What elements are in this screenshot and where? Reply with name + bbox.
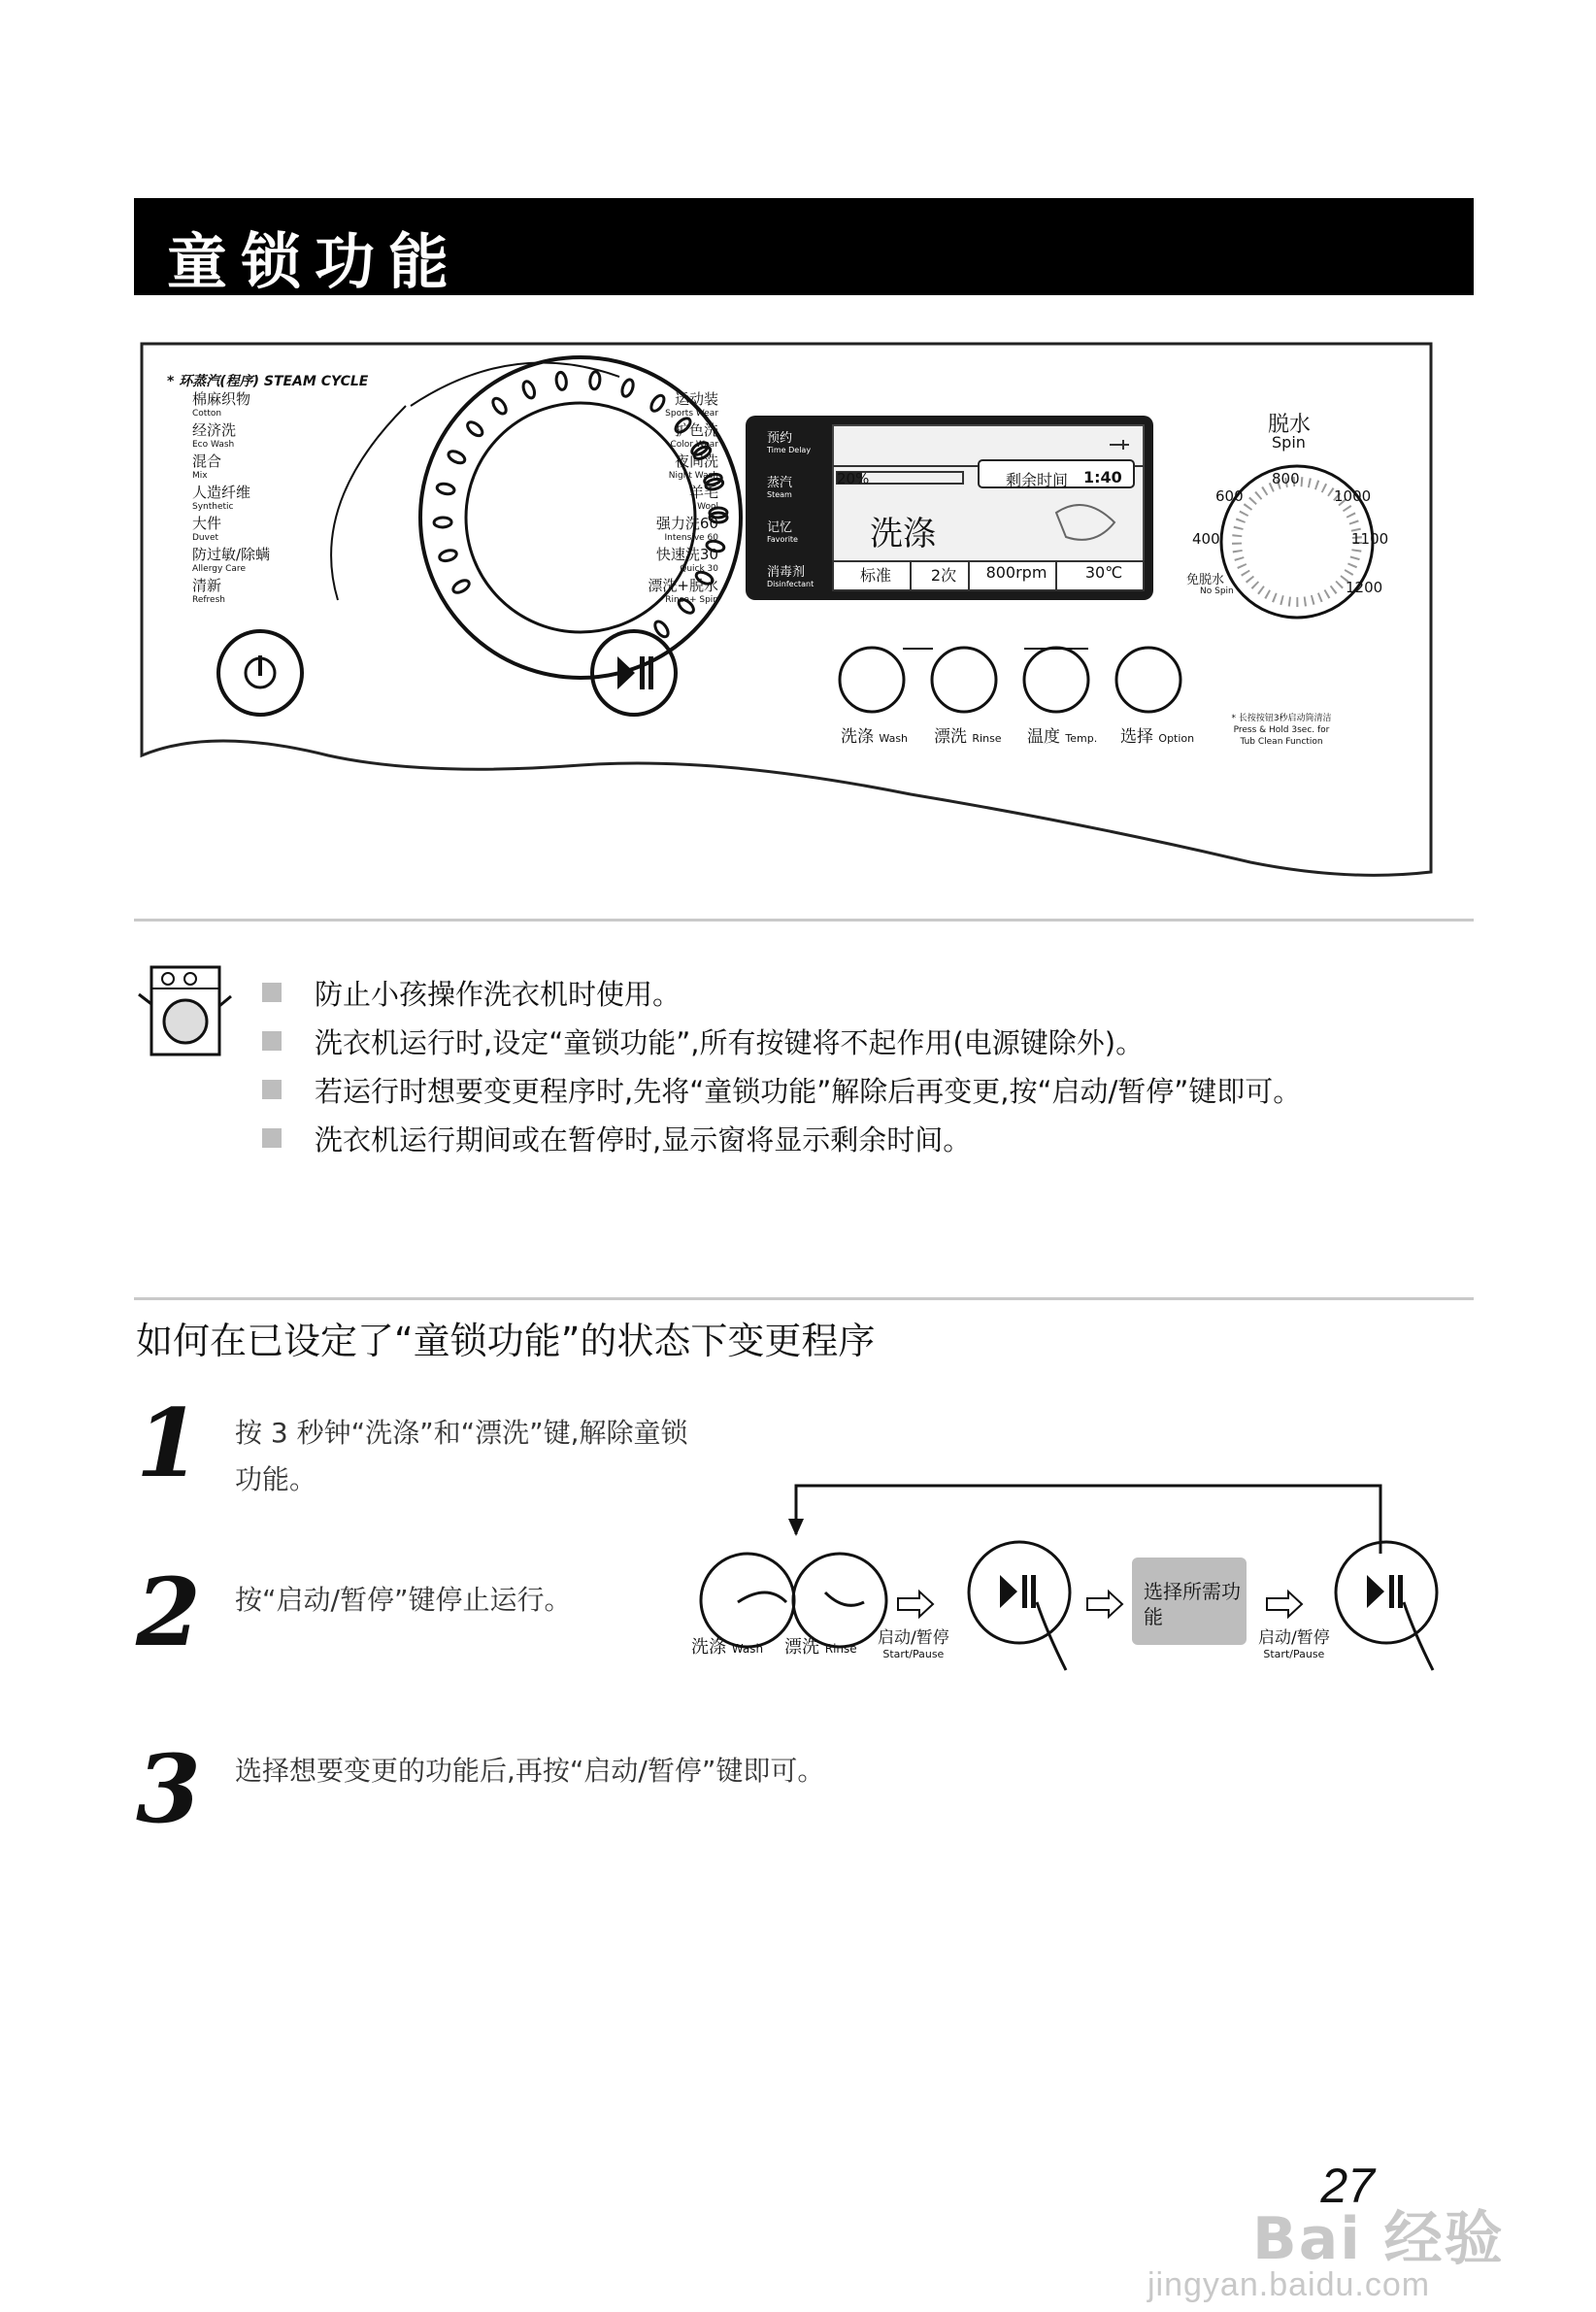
page-number: 27: [1320, 2159, 1375, 2213]
step-text: 按“启动/暂停”键停止运行。: [235, 1584, 572, 1616]
dial-mark: [555, 372, 567, 390]
bullet-marker: [262, 1031, 282, 1051]
wash-label: [691, 1633, 763, 1659]
display-cell: 标准: [859, 566, 891, 585]
side-button: [767, 472, 825, 517]
program-name-en: Night Wash: [668, 471, 718, 481]
bullet-text: 防止小孩操作洗衣机时使用。: [315, 977, 682, 1011]
option-label-cn: 漂洗: [934, 727, 973, 747]
title-bar: [134, 198, 1474, 295]
page-title: 童锁功能: [167, 226, 463, 297]
right-program-list: [621, 392, 718, 610]
start-pause-cn: 启动/暂停: [878, 1628, 949, 1648]
program-name-cn: 经济洗: [192, 421, 237, 439]
tub-note-line: Press & Hold 3sec. for: [1233, 725, 1330, 735]
dial-mark: [434, 518, 451, 528]
start-pause-label-1: [878, 1624, 949, 1660]
dial-mark: [589, 371, 601, 389]
option-label-cn: 温度: [1027, 727, 1066, 747]
option-label-en: Temp.: [1065, 732, 1098, 745]
program-name-cn: 夜间洗: [674, 452, 718, 470]
start-pause-en: Start/Pause: [1263, 1648, 1325, 1660]
program-name-cn: 清新: [192, 577, 222, 594]
program-item: [192, 454, 299, 486]
separator: [134, 1297, 1474, 1300]
spin-title-cn: 脱水: [1268, 413, 1312, 437]
program-name-en: Synthetic: [192, 502, 234, 512]
spin-speed-800: 800: [1272, 470, 1300, 487]
program-name-cn: 快速洗30: [655, 546, 718, 563]
rinse-label-cn: 漂洗: [784, 1637, 819, 1658]
spin-title-en: Spin: [1272, 433, 1306, 452]
program-item: [621, 579, 718, 610]
program-item: [621, 423, 718, 454]
program-name-en: Color Wear: [670, 440, 718, 450]
program-item: [192, 392, 299, 423]
program-name-cn: 漂洗+脱水: [648, 577, 718, 594]
dial-mark: [436, 483, 455, 496]
program-name-en: Allergy Care: [192, 564, 246, 574]
nospin-en: No Spin: [1200, 586, 1234, 596]
program-name-cn: 棉麻织物: [192, 390, 251, 408]
option-button-label: [841, 722, 934, 747]
watermark-url: jingyan.baidu.com: [1147, 2266, 1431, 2303]
washer-mascot-icon: [134, 955, 241, 1062]
program-name-cn: 羊毛: [688, 484, 718, 501]
program-name-cn: 防过敏/除螨: [192, 546, 271, 563]
start-pause-label-2: [1258, 1624, 1330, 1660]
spin-speed-1200: 1200: [1346, 579, 1383, 596]
bullet-item: [262, 971, 681, 1014]
bullet-text: 洗衣机运行时,设定“童锁功能”,所有按键将不起作用(电源键除外)。: [315, 1025, 1145, 1059]
display-cell: 2次: [930, 566, 957, 585]
program-item: [192, 486, 299, 517]
program-name-en: Mix: [192, 471, 208, 481]
watermark-logo: Bai 经验: [1252, 2205, 1505, 2273]
start-pause-en: Start/Pause: [882, 1648, 945, 1660]
left-program-list: [192, 392, 299, 610]
option-button-label: [1120, 722, 1214, 747]
side-button: [767, 427, 825, 472]
nospin-cn: 免脱水: [1186, 573, 1225, 587]
option-button-label: [1027, 722, 1120, 747]
dial-mark: [447, 449, 467, 465]
program-name-cn: 大件: [192, 515, 222, 532]
program-name-en: Rinse+ Spin: [665, 595, 718, 605]
program-item: [621, 454, 718, 486]
bullet-item: [262, 1117, 971, 1159]
dial-mark: [521, 380, 537, 399]
spin-speed-1100: 1100: [1351, 530, 1389, 548]
side-button-cn: 消毒剂: [767, 565, 806, 580]
program-name-cn: 强力洗60: [655, 515, 718, 532]
spin-speed-400: 400: [1192, 530, 1220, 548]
tub-clean-note: [1223, 713, 1340, 748]
option-button-label: [934, 722, 1027, 747]
step-text-line: 按 3 秒钟“洗涤”和“漂洗”键,解除童锁: [235, 1417, 688, 1449]
control-panel-illustration: [134, 338, 1435, 882]
side-button: [767, 517, 825, 561]
dial-mark: [490, 396, 509, 416]
side-button-list: [767, 427, 825, 606]
program-item: [621, 392, 718, 423]
program-item: [621, 517, 718, 548]
step-text-line: 功能。: [235, 1463, 317, 1495]
program-item: [621, 486, 718, 517]
side-button-cn: 记忆: [767, 520, 793, 535]
spin-speed-1000: 1000: [1334, 487, 1372, 505]
program-name-en: Quick 30: [680, 564, 718, 574]
program-name-cn: 人造纤维: [192, 484, 251, 501]
bullet-text: 若运行时想要变更程序时,先将“童锁功能”解除后再变更,按“启动/暂停”键即可。: [315, 1074, 1302, 1108]
section-title: 如何在已设定了“童锁功能”的状态下变更程序: [136, 1320, 876, 1362]
program-name-en: Refresh: [192, 595, 225, 605]
dial-mark: [465, 419, 484, 438]
program-item: [192, 548, 299, 579]
program-name-cn: 扩色洗: [674, 421, 718, 439]
program-item: [192, 579, 299, 610]
bullet-item: [262, 1068, 1301, 1111]
step-number: 1: [136, 1389, 201, 1498]
option-label-en: Wash: [879, 732, 909, 745]
display-mode: 洗涤: [870, 515, 936, 553]
program-name-en: Intensive 60: [664, 533, 718, 543]
program-name-cn: 运动装: [674, 390, 718, 408]
separator: [134, 919, 1474, 921]
side-button-en: Time Delay: [767, 446, 812, 454]
steam-cycle-label: * 环蒸汽(程序) STEAM CYCLE: [167, 374, 369, 389]
display-cell: 30℃: [1084, 563, 1123, 582]
remaining-time-value: 1:40: [1083, 468, 1122, 486]
wash-label-cn: 洗涤: [691, 1637, 726, 1658]
side-button-cn: 预约: [767, 431, 793, 446]
side-button: [767, 561, 825, 606]
program-item: [192, 517, 299, 548]
option-label-cn: 选择: [1120, 727, 1159, 747]
program-name-en: Sports Wear: [665, 409, 718, 419]
step-number: 3: [136, 1734, 201, 1844]
step-number: 2: [136, 1558, 201, 1667]
program-name-en: Duvet: [192, 533, 219, 543]
option-label-cn: 洗涤: [841, 727, 880, 747]
rinse-label-en: Rinse: [824, 1642, 857, 1656]
display-cell: 800rpm: [985, 563, 1047, 582]
step-text: 选择想要变更的功能后,再按“启动/暂停”键即可。: [235, 1755, 825, 1787]
program-name-cn: 混合: [192, 452, 222, 470]
start-pause-cn: 启动/暂停: [1258, 1628, 1330, 1648]
side-button-en: Steam: [767, 490, 792, 499]
remaining-time-label: 剩余时间: [1006, 471, 1069, 489]
tub-note-line: Tub Clean Function: [1240, 737, 1323, 747]
step-text: [235, 1410, 688, 1503]
program-name-en: Eco Wash: [192, 440, 235, 450]
wash-label-en: Wash: [731, 1642, 764, 1656]
program-item: [192, 423, 299, 454]
progress-percent: 20%: [837, 470, 870, 487]
side-button-en: Favorite: [767, 535, 798, 544]
tub-note-line: * 长按按钮3秒启动筒清洁: [1231, 714, 1332, 723]
option-label-en: Rinse: [972, 732, 1002, 745]
option-label-en: Option: [1158, 732, 1195, 745]
program-name-en: Wool: [697, 502, 718, 512]
program-item: [621, 548, 718, 579]
side-button-cn: 蒸汽: [767, 476, 793, 490]
spin-speed-600: 600: [1215, 487, 1244, 505]
side-button-en: Disinfectant: [767, 580, 815, 588]
select-function-box-text: 选择所需功能: [1144, 1580, 1241, 1628]
bullet-marker: [262, 1128, 282, 1148]
dial-mark: [438, 549, 457, 563]
program-name-en: Cotton: [192, 409, 222, 419]
bullet-marker: [262, 1080, 282, 1099]
bullet-item: [262, 1020, 1144, 1062]
display-cells: [837, 563, 1147, 586]
bullet-marker: [262, 983, 282, 1002]
bullet-text: 洗衣机运行期间或在暂停时,显示窗将显示剩余时间。: [315, 1122, 972, 1156]
rinse-label: [784, 1633, 857, 1659]
option-button-labels: [841, 722, 1248, 747]
dial-mark: [451, 578, 472, 595]
